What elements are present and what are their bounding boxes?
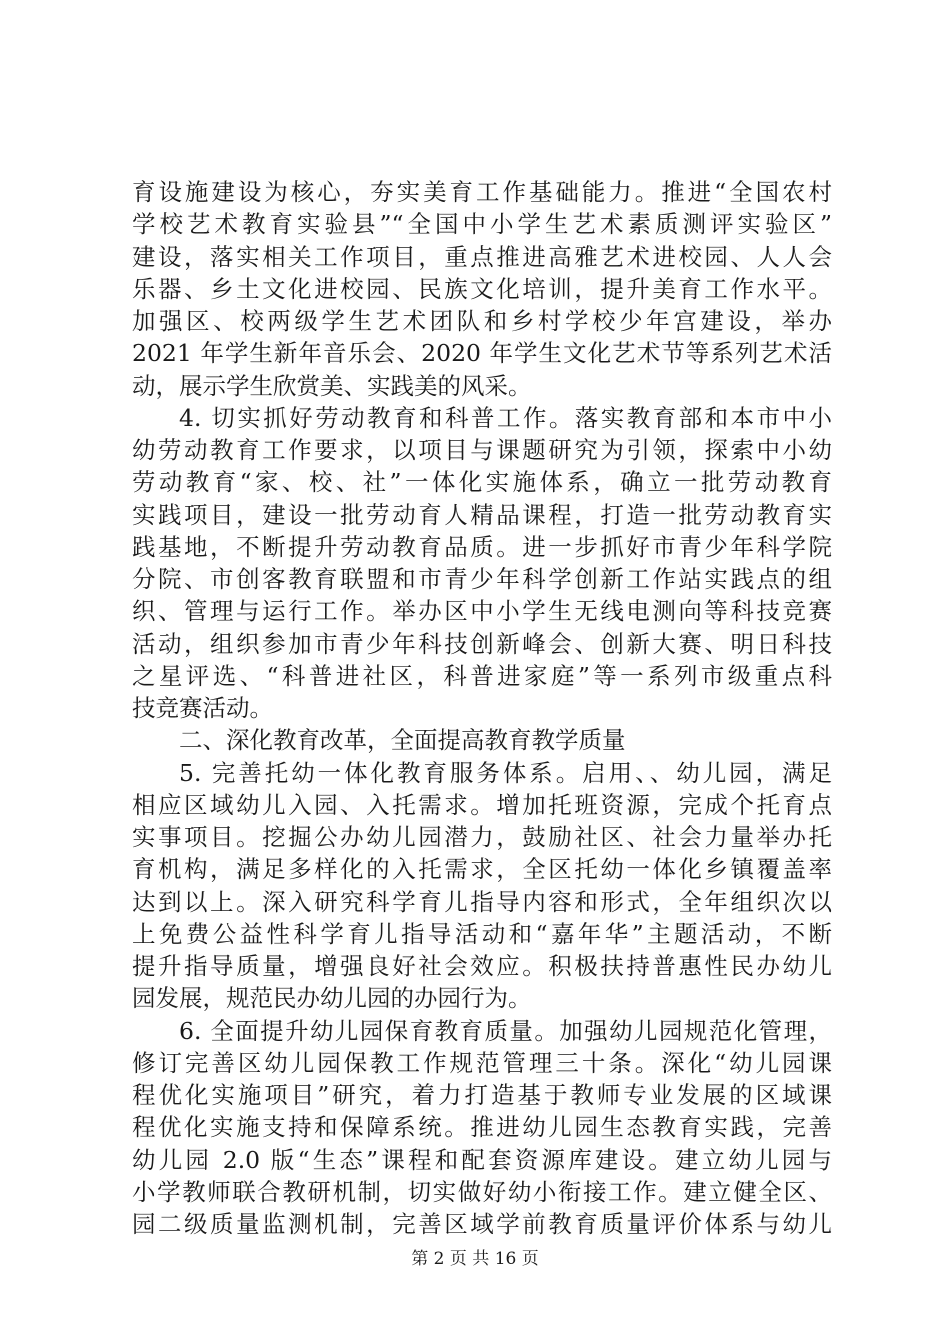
text-line: 之星评选、“科普进社区，科普进家庭”等一系列市级重点科 xyxy=(132,661,832,690)
text-line: 乐器、乡土文化进校园、民族文化培训，提升美育工作水平。 xyxy=(132,274,832,303)
text-line: 践基地，不断提升劳动教育品质。进一步抓好市青少年科学院 xyxy=(132,532,832,561)
text-line: 幼劳动教育工作要求，以项目与课题研究为引领，探索中小幼 xyxy=(132,436,832,464)
text-line: 活动，组织参加市青少年科技创新峰会、创新大赛、明日科技 xyxy=(132,629,832,658)
text-line: 实践项目，建设一批劳动育人精品课程，打造一批劳动教育实 xyxy=(132,500,832,529)
text-line: 程优化实施支持和保障系统。推进幼儿园生态教育实践，完善 xyxy=(132,1113,832,1142)
text-line: 修订完善区幼儿园保教工作规范管理三十条。深化“幼儿园课 xyxy=(132,1048,832,1077)
text-line: 程优化实施项目”研究，着力打造基于教师专业发展的区域课 xyxy=(132,1081,832,1109)
text-line: 分院、市创客教育联盟和市青少年科学创新工作站实践点的组 xyxy=(132,565,832,593)
document-body xyxy=(132,176,832,1240)
text-line: 园发展，规范民办幼儿园的办园行为。 xyxy=(132,984,532,1013)
text-line: 劳动教育“家、校、社”一体化实施体系，确立一批劳动教育 xyxy=(132,468,832,497)
text-line: 建设，落实相关工作项目，重点推进高雅艺术进校园、人人会 xyxy=(132,242,832,271)
text-line: 织、管理与运行工作。举办区中小学生无线电测向等科技竞赛 xyxy=(132,597,832,626)
page-number-footer: 第 2 页 共 16 页 xyxy=(411,1249,539,1269)
text-line: 4. 切实抓好劳动教育和科普工作。落实教育部和本市中小 xyxy=(179,403,832,432)
text-line: 提升指导质量，增强良好社会效应。积极扶持普惠性民办幼儿 xyxy=(132,952,832,980)
text-line: 实事项目。挖掘公办幼儿园潜力，鼓励社区、社会力量举办托 xyxy=(132,823,832,851)
text-line: 育设施建设为核心，夯实美育工作基础能力。推进“全国农村 xyxy=(132,178,832,206)
text-line: 小学教师联合教研机制，切实做好幼小衔接工作。建立健全区、 xyxy=(132,1177,832,1206)
text-line: 相应区域幼儿入园、入托需求。增加托班资源，完成个托育点 xyxy=(132,790,832,819)
text-line: 上免费公益性科学育儿指导活动和“嘉年华”主题活动，不断 xyxy=(132,919,832,948)
text-line: 6. 全面提升幼儿园保育教育质量。加强幼儿园规范化管理， xyxy=(179,1016,832,1045)
text-line: 育机构，满足多样化的入托需求，全区托幼一体化乡镇覆盖率 xyxy=(132,855,832,884)
text-line: 技竞赛活动。 xyxy=(132,694,273,722)
text-line: 二、深化教育改革，全面提高教育教学质量 xyxy=(179,726,626,755)
text-line: 加强区、校两级学生艺术团队和乡村学校少年宫建设，举办 xyxy=(132,307,832,335)
text-line: 园二级质量监测机制，完善区域学前教育质量评价体系与幼儿 xyxy=(132,1210,832,1238)
text-line: 5. 完善托幼一体化教育服务体系。启用、、幼儿园，满足 xyxy=(179,758,832,787)
text-line: 达到以上。深入研究科学育儿指导内容和形式，全年组织次以 xyxy=(132,887,832,916)
text-line: 2021 年学生新年音乐会、2020 年学生文化艺术节等系列艺术活 xyxy=(132,339,832,368)
text-line: 动，展示学生欣赏美、实践美的风采。 xyxy=(132,371,532,400)
text-line: 幼儿园 2.0 版“生态”课程和配套资源库建设。建立幼儿园与 xyxy=(132,1145,832,1174)
text-line: 学校艺术教育实验县”“全国中小学生艺术素质测评实验区” xyxy=(132,210,832,239)
